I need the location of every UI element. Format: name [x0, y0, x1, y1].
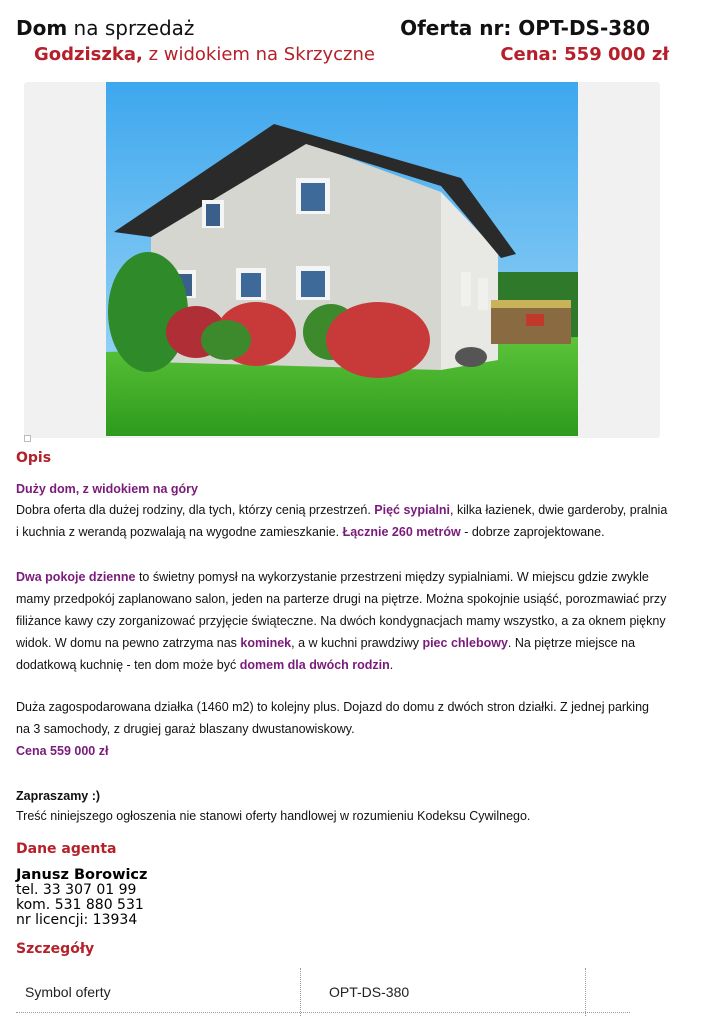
property-type-suffix: na sprzedaż: [73, 16, 195, 40]
p2-highlight-two-families: domem dla dwóch rodzin: [239, 658, 390, 672]
section-agent-title: Dane agenta: [16, 841, 117, 857]
p2-text-h: .: [389, 658, 394, 672]
p1-highlight-bedrooms: Pięć sypialni: [374, 503, 451, 517]
description-subtitle: [16, 478, 672, 500]
p2-highlight-fireplace: kominek: [240, 636, 292, 650]
section-opis-title: Opis: [16, 450, 52, 466]
description-paragraph-1: [16, 499, 672, 543]
description-paragraph-2: [16, 566, 672, 676]
p1-text-a: Dobra oferta dla dużej rodziny, dla tych, którzy cenią przestrzeń.: [16, 503, 371, 517]
details-table: [16, 968, 630, 1016]
p2-text-d: widok. W domu na pewno zatrzyma nas: [16, 636, 237, 650]
photo-thumbnail-marker[interactable]: [24, 435, 31, 442]
p2-text-g: dodatkową kuchnię - ten dom może być: [16, 658, 237, 672]
agent-name: Janusz Borowicz: [16, 867, 148, 883]
details-cell-label: [16, 968, 301, 1016]
p2-text-c: filiżance kawy czy zorganizować przyjęcie świąteczne. Na dwóch kondygnacjach mamy wszystko, a za oknem piękny: [16, 614, 666, 628]
agent-mobile[interactable]: kom. 531 880 531: [16, 897, 144, 913]
p2-text-f: . Na piętrze miejsce na: [507, 636, 636, 650]
description-paragraph-3: [16, 696, 672, 762]
p1-text-b: , kilka łazienek, dwie garderoby, pralnia: [450, 503, 668, 517]
p2-text-b: mamy przedpokój zaplanowano salon, jeden na parterze drugi na piętrze. Można spokojnie usiąść, porozmawiać przy: [16, 592, 667, 606]
p2-text-e: , a w kuchni prawdziwy: [291, 636, 419, 650]
details-row-divider: [16, 1012, 630, 1013]
p3-price: Cena 559 000 zł: [16, 744, 109, 758]
p1-text-c: i kuchnia z werandą pozwalają na wygodne zamieszkanie.: [16, 525, 340, 539]
location-heading: [34, 44, 375, 65]
p2-highlight-living-rooms: Dwa pokoje dzienne: [16, 570, 136, 584]
disclaimer-text: Treść niniejszego ogłoszenia nie stanowi oferty handlowej w rozumieniu Kodeksu Cywilnego.: [16, 809, 531, 823]
p3-text-b: na 3 samochody, z drugiej garaż blaszany dwustanowiskowy.: [16, 722, 355, 736]
agent-phone[interactable]: tel. 33 307 01 99: [16, 882, 137, 898]
details-cell-value: [301, 968, 586, 1016]
details-label-symbol: Symbol oferty: [25, 984, 111, 1000]
property-type-heading: [16, 16, 194, 40]
location-name: Godziszka,: [34, 44, 143, 65]
property-photo[interactable]: [106, 82, 578, 436]
p1-text-d: - dobrze zaprojektowane.: [464, 525, 605, 539]
price-heading: Cena: 559 000 zł: [500, 44, 669, 65]
p2-highlight-bread-oven: piec chlebowy: [422, 636, 508, 650]
invite-text: Zapraszamy :): [16, 789, 101, 803]
details-value-symbol: OPT-DS-380: [329, 984, 410, 1000]
p1-highlight-area: Łącznie 260 metrów: [342, 525, 461, 539]
section-details-title: Szczegóły: [16, 941, 95, 957]
agent-card: [16, 868, 147, 928]
house-image: [106, 82, 578, 436]
location-description: z widokiem na Skrzyczne: [148, 44, 375, 65]
p3-text-a: Duża zagospodarowana działka (1460 m2) to kolejny plus. Dojazd do domu z dwóch stron działki. Z jednej parking: [16, 700, 649, 714]
agent-licence: nr licencji: 13934: [16, 912, 138, 928]
offer-number: Oferta nr: OPT-DS-380: [400, 16, 650, 40]
description-subtitle-text: Duży dom, z widokiem na góry: [16, 482, 198, 496]
p2-text-a: to świetny pomysł na wykorzystanie przestrzeni między sypialniami. W miejscu gdzie zwykle: [138, 570, 649, 584]
property-type: Dom: [16, 16, 68, 40]
